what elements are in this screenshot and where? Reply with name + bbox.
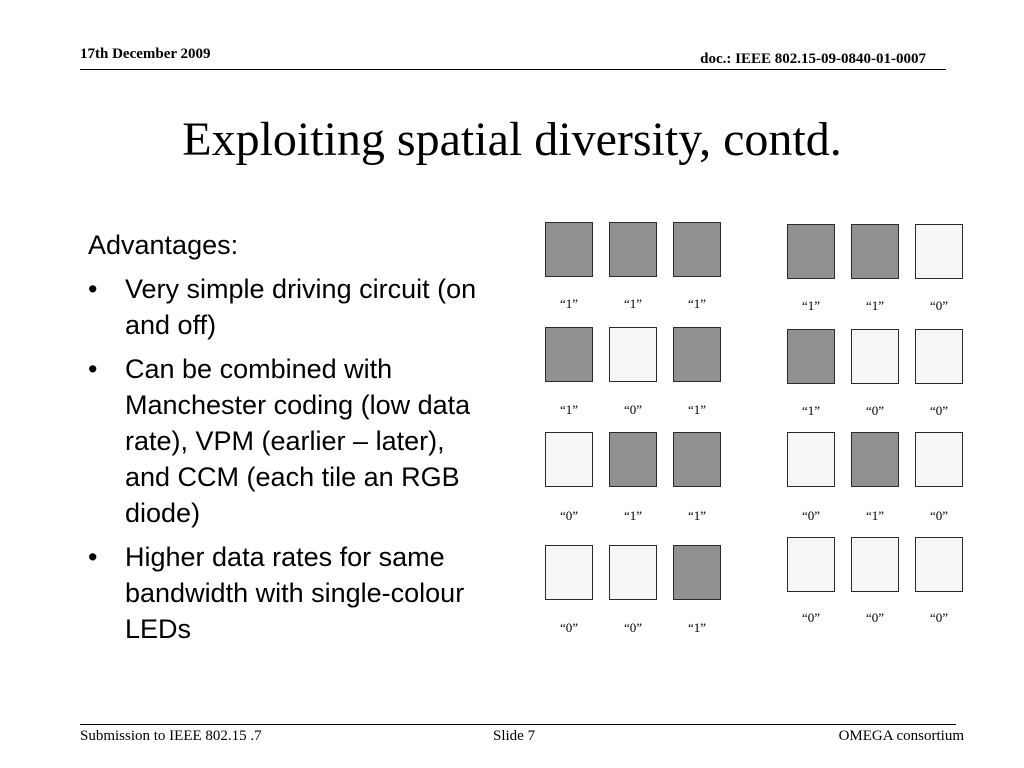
bullet-text: Very simple driving circuit (on and off): [125, 274, 477, 340]
slide-title: Exploiting spatial diversity, contd.: [182, 113, 842, 166]
left-block-tile-off: [609, 545, 657, 600]
left-block-tile-on: [673, 432, 721, 487]
left-block-tile-on: [609, 432, 657, 487]
right-block-tile-label: “0”: [929, 403, 949, 418]
left-block-tile-label: “1”: [687, 620, 707, 635]
left-block-tile-off: [545, 432, 593, 487]
bullet-item: [88, 271, 508, 343]
left-block-tile-on: [673, 222, 721, 277]
bullet-text: Higher data rates for same bandwidth with single-colour LEDs: [125, 542, 465, 644]
bullet-dot-icon: •: [88, 354, 98, 384]
header-rule: [80, 69, 946, 70]
right-block-tile-label: “0”: [801, 508, 821, 523]
left-block-tile-label: “1”: [687, 296, 707, 311]
left-block-tile-label: “0”: [623, 402, 643, 417]
header-date: 17th December 2009: [80, 46, 211, 62]
bullet-dot-icon: •: [88, 542, 98, 572]
right-block-tile-label: “1”: [801, 403, 821, 418]
footer-left: Submission to IEEE 802.15 .7: [80, 728, 262, 744]
right-block-tile-on: [851, 432, 899, 487]
footer-rule: [80, 724, 956, 725]
right-block-tile-off: [915, 432, 963, 487]
right-block-tile-off: [915, 224, 963, 279]
right-block-tile-label: “0”: [801, 610, 821, 625]
footer-right: OMEGA consortium: [838, 728, 964, 744]
right-block-tile-label: “1”: [865, 508, 885, 523]
right-block-tile-on: [787, 329, 835, 384]
left-block-tile-label: “1”: [687, 508, 707, 523]
left-block-tile-off: [609, 327, 657, 382]
bullet-dot-icon: •: [88, 274, 98, 304]
footer-slide-number: Slide 7: [493, 728, 536, 744]
right-block-tile-off: [787, 537, 835, 592]
left-block-tile-on: [545, 327, 593, 382]
left-block-tile-on: [673, 545, 721, 600]
right-block-tile-off: [915, 537, 963, 592]
left-block-tile-label: “1”: [559, 296, 579, 311]
advantages-text: [88, 227, 508, 647]
left-block-tile-label: “0”: [559, 620, 579, 635]
right-block-tile-off: [851, 537, 899, 592]
right-block-tile-label: “0”: [929, 610, 949, 625]
right-block-tile-off: [915, 329, 963, 384]
right-block-tile-on: [787, 224, 835, 279]
advantages-list: [88, 271, 508, 647]
left-block-tile-label: “0”: [623, 620, 643, 635]
advantages-heading: Advantages:: [88, 230, 239, 260]
right-block-tile-label: “0”: [865, 610, 885, 625]
right-block-tile-label: “0”: [865, 403, 885, 418]
left-block-tile-on: [609, 222, 657, 277]
right-block-tile-label: “1”: [865, 298, 885, 313]
right-block-tile-label: “0”: [929, 508, 949, 523]
left-block-tile-label: “1”: [687, 402, 707, 417]
right-block-tile-on: [851, 224, 899, 279]
right-block-tile-off: [851, 329, 899, 384]
bullet-item: [88, 351, 508, 531]
bullet-item: [88, 539, 508, 647]
left-block-tile-on: [545, 222, 593, 277]
left-block-tile-off: [545, 545, 593, 600]
left-block-tile-label: “1”: [623, 296, 643, 311]
bullet-text: Can be combined with Manchester coding (low data rate), VPM (earlier – later), and CCM (each tile an RGB diode): [125, 354, 471, 528]
right-block-tile-label: “0”: [929, 298, 949, 313]
header-doc-id: doc.: IEEE 802.15-09-0840-01-0007: [700, 51, 926, 67]
left-block-tile-label: “0”: [559, 508, 579, 523]
left-block-tile-on: [673, 327, 721, 382]
right-block-tile-off: [787, 432, 835, 487]
right-block-tile-label: “1”: [801, 298, 821, 313]
left-block-tile-label: “1”: [623, 508, 643, 523]
left-block-tile-label: “1”: [559, 402, 579, 417]
